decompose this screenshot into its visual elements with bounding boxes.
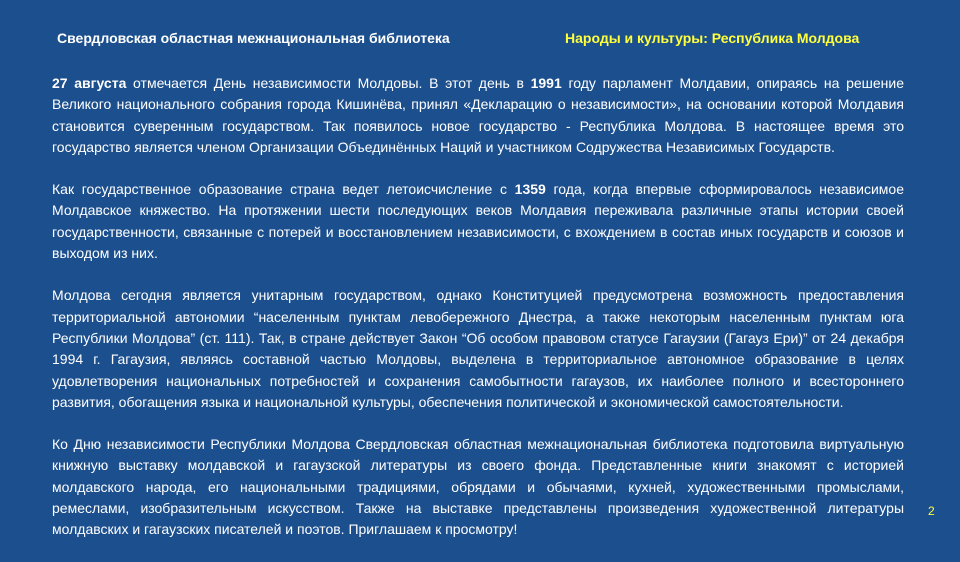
paragraph-2-text-b: года, когда впервые сформировалось независимое Молдавское княжество. На протяжении шести последующих веков Молдавия переживала различные этапы истории своей государственности, связанные с потерей и восстановлением независимости, с вхождением в состав иных государств и союзов и выходом из них. (52, 181, 904, 262)
organization-title: Свердловская областная межнациональная библиотека (57, 30, 450, 46)
year-highlight: 1359 (514, 181, 546, 198)
main-text (52, 73, 904, 562)
topic-title: Народы и культуры: Республика Молдова (565, 30, 860, 46)
paragraph-1-text-a: отмечается День независимости Молдовы. В этот день в (126, 75, 531, 91)
paragraph-1 (52, 73, 904, 158)
date-highlight: 27 августа (52, 75, 127, 91)
page-number: 2 (928, 504, 935, 518)
paragraph-2-text-a: Как государственное образование страна ведет летоисчисление с (52, 181, 515, 198)
paragraph-1-text-b: году парламент Молдавии, опираясь на решение Великого национального собрания города Кишинёва, принял «Декларацию о независимости», на основании которой Молдавия становится суверенным государством. Так появилось новое государство - Республика Молдова. В настоящее время это государство является членом Организации Объединённых Наций и участником Содружества Независимых Государств. (52, 75, 904, 155)
paragraph-4: Ко Дню независимости Республики Молдова Свердловская областная межнациональная библиотека подготовила виртуальную книжную выставку молдавской и гагаузской литературы из своего фонда. Представленные книги знакомят с историей молдавского народа, его национальными традициями, обрядами и обычаями, кухней, художественными промыслами, ремеслами, изобразительным искусством. Также на выставке представлены произведения художественной литературы молдавских и гагаузских писателей и поэтов. Приглашаем к просмотру! (52, 436, 904, 538)
year-highlight: 1991 (530, 75, 562, 91)
paragraph-3: Молдова сегодня является унитарным государством, однако Конституцией предусмотрена возможность предоставления территориальной автономии “населенным пунктам левобережного Днестра, а также некоторым населенным пунктам юга Республики Молдова” (ст. 111). Так, в стране действует Закон “Об особом правовом статусе Гагаузии (Гагауз Ери)” от 24 декабря 1994 г. Гагаузия, являясь составной частью Молдовы, выделена в территориальное автономное образование в целях удовлетворения национальных потребностей и сохранения самобытности гагаузов, их наиболее полного и всестороннего развития, обогащения языка и национальной культуры, обеспечения политической и экономической самостоятельности. (52, 287, 904, 410)
paragraph-2 (52, 179, 904, 264)
